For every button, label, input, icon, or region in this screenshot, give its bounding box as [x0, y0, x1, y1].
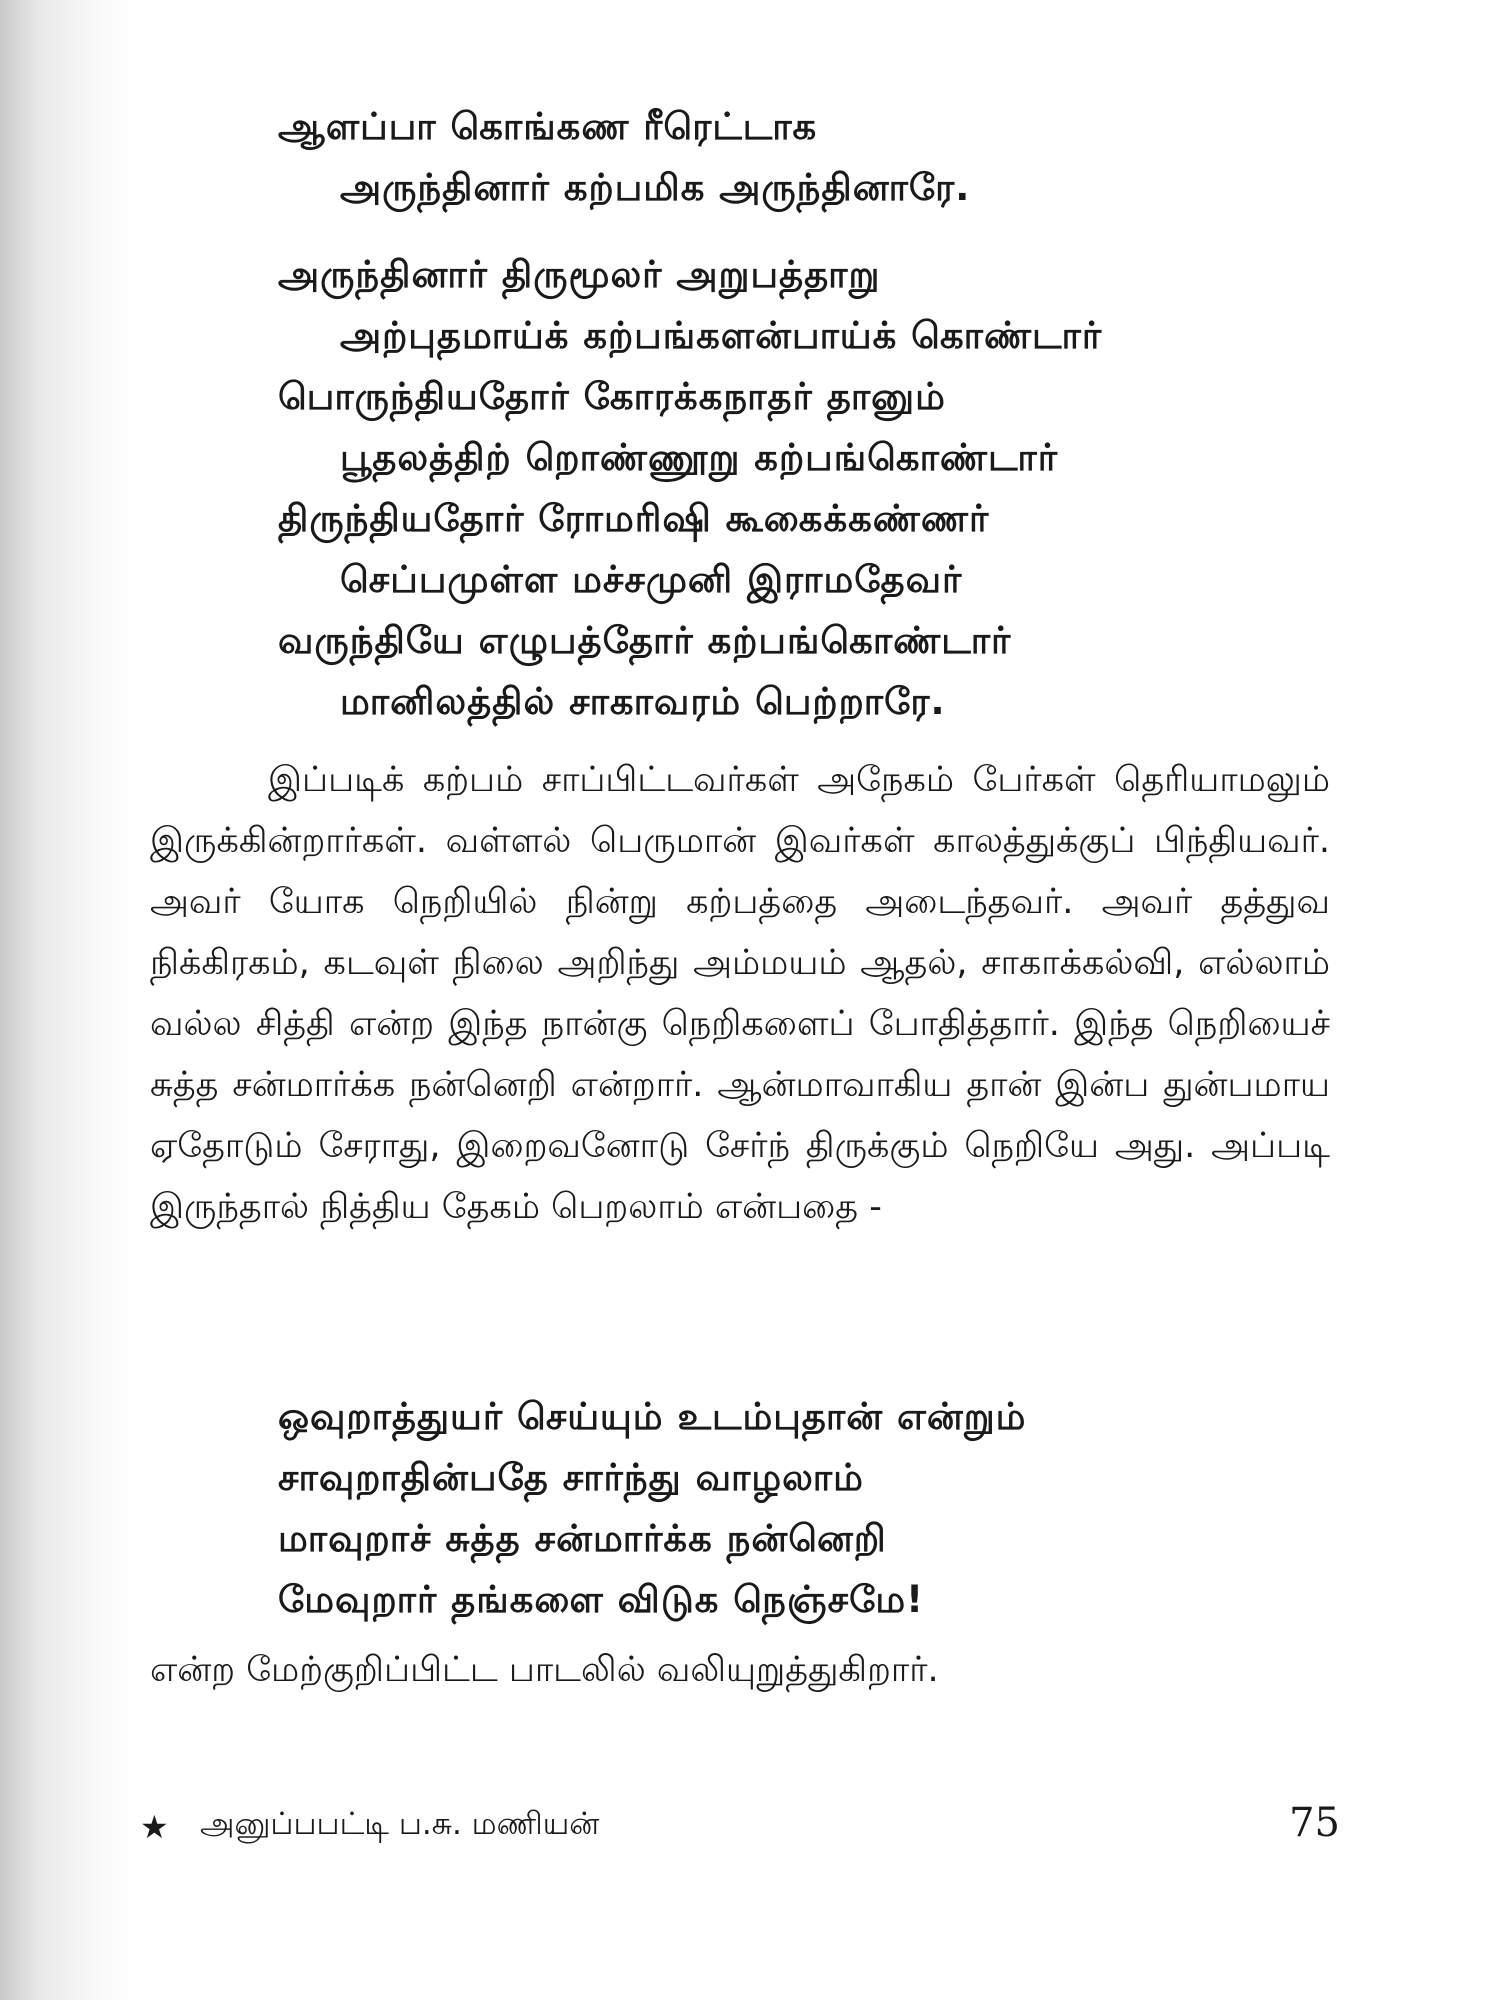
verse-2-line-8: மானிலத்தில் சாகாவரம் பெற்றாரே. [340, 680, 946, 723]
verse-3-line-2: சாவுறாதின்பதே சார்ந்து வாழலாம் [278, 1456, 864, 1499]
verse-2-line-3: பொருந்தியதோர் கோரக்கநாதர் தானும் [278, 375, 946, 418]
footer-author: அனுப்பபட்டி ப.சு. மணியன் [200, 1806, 600, 1842]
prose-paragraph [150, 750, 1330, 1238]
verse-1-line-1: ஆளப்பா கொங்கண ரீரெட்டாக [278, 105, 818, 148]
verse-2-line-4: பூதலத்திற் றொண்ணூறு கற்பங்கொண்டார் [340, 436, 1059, 479]
verse-2 [278, 244, 1102, 732]
verse-1-line-2: அருந்தினார் கற்பமிக அருந்தினாரே. [340, 166, 971, 209]
star-icon: ★ [140, 1808, 169, 1846]
verse-3-line-1: ஒவுறாத்துயர் செய்யும் உடம்புதான் என்றும் [278, 1395, 1027, 1438]
verse-3-line-3: மாவுறாச் சுத்த சன்மார்க்க நன்னெறி [278, 1517, 887, 1560]
verse-2-line-7: வருந்தியே எழுபத்தோர் கற்பங்கொண்டார் [278, 619, 1012, 662]
verse-2-line-5: திருந்தியதோர் ரோமரிஷி கூகைக்கண்ணர் [278, 497, 990, 540]
closing-line: என்ற மேற்குறிப்பிட்ட பாடலில் வலியுறுத்துகிறார். [150, 1650, 939, 1690]
page-footer [140, 1800, 1340, 1870]
prose-paragraph-text: இப்படிக் கற்பம் சாப்பிட்டவர்கள் அநேகம் பேர்கள் தெரியாமலும் இருக்கின்றார்கள். வள்ளல் பெருமான் இவர்கள் காலத்துக்குப் பிந்தியவர். அவர் யோக நெறியில் நின்று கற்பத்தை அடைந்தவர். அவர் தத்துவ நிக்கிரகம், கடவுள் நிலை அறிந்து அம்மயம் ஆதல், சாகாக்கல்வி, எல்லாம் வல்ல சித்தி என்ற இந்த நான்கு நெறிகளைப் போதித்தார். இந்த நெறியைச் சுத்த சன்மார்க்க நன்னெறி என்றார். ஆன்மாவாகிய தான் இன்ப துன்பமாய ஏதோடும் சேராது, இறைவனோடு சேர்ந் திருக்கும் நெறியே அது. அப்படி இருந்தால் நித்திய தேகம் பெறலாம் என்பதை - [150, 760, 1330, 1227]
verse-2-line-1: அருந்தினார் திருமூலர் அறுபத்தாறு [278, 253, 881, 296]
verse-1 [278, 96, 970, 218]
verse-2-line-6: செப்பமுள்ள மச்சமுனி இராமதேவர் [340, 558, 963, 601]
verse-3-line-4: மேவுறார் தங்களை விடுக நெஞ்சமே! [278, 1578, 924, 1621]
page-number: 75 [1289, 1800, 1340, 1846]
verse-3 [278, 1386, 1026, 1630]
verse-2-line-2: அற்புதமாய்க் கற்பங்களன்பாய்க் கொண்டார் [340, 314, 1103, 357]
